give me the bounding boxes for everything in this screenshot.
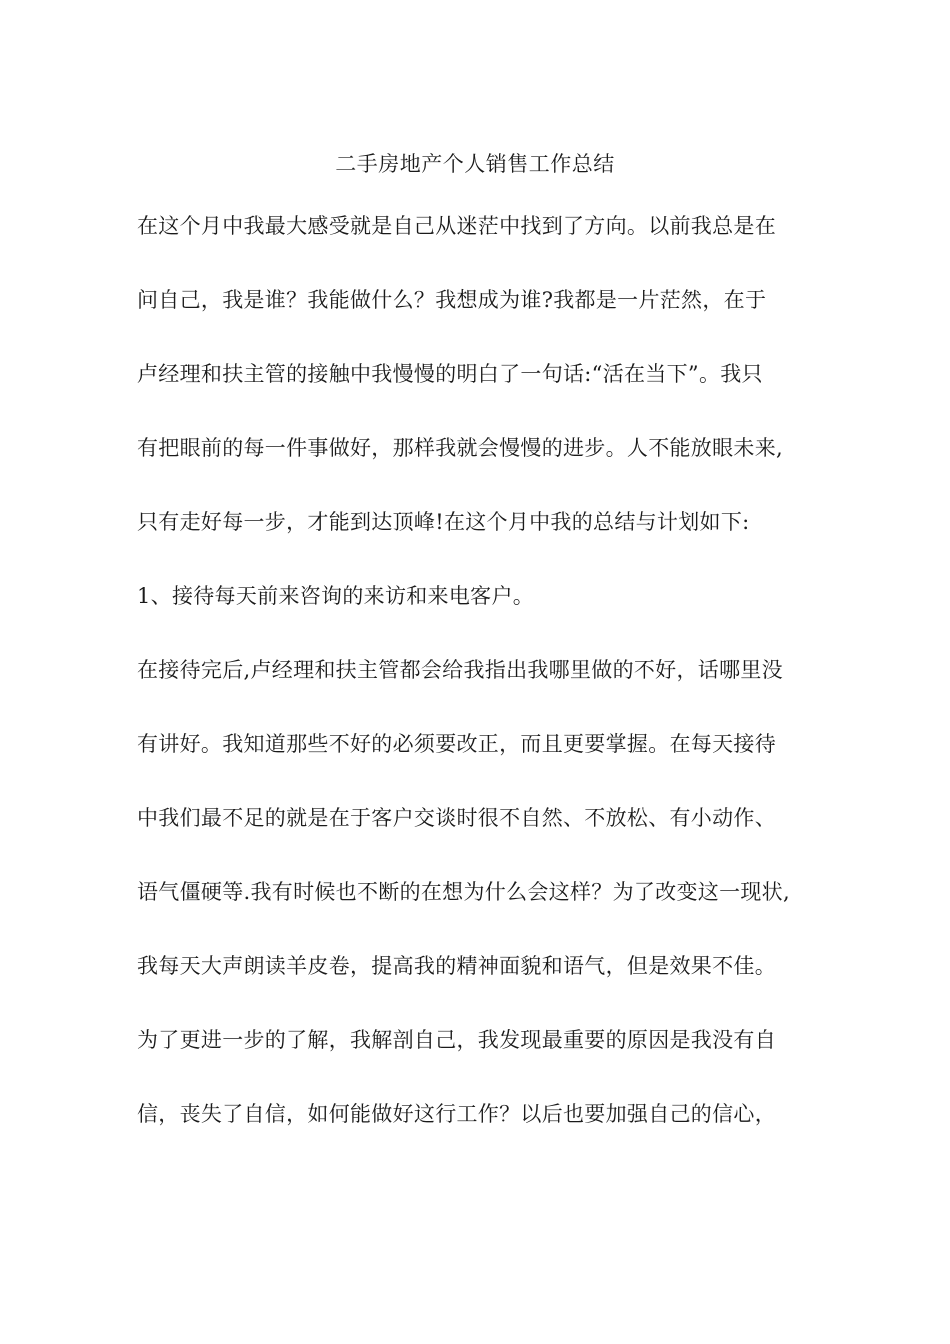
paragraph-line: 有把眼前的每一件事做好，那样我就会慢慢的进步。人不能放眼未来, bbox=[137, 436, 783, 460]
paragraph-line: 中我们最不足的就是在于客户交谈时很不自然、不放松、有小动作、 bbox=[137, 806, 776, 830]
paragraph-line: 为了更进一步的了解，我解剖自己，我发现最重要的原因是我没有自 bbox=[137, 1028, 776, 1052]
paragraph-line: 语气僵硬等.我有时候也不断的在想为什么会这样？为了改变这一现状, bbox=[137, 880, 790, 904]
paragraph-line: 卢经理和扶主管的接触中我慢慢的明白了一句话:“活在当下”。我只 bbox=[137, 362, 763, 386]
document-title: 二手房地产个人销售工作总结 bbox=[335, 152, 615, 176]
list-item-heading: 1、接待每天前来咨询的来访和来电客户。 bbox=[137, 584, 535, 608]
paragraph-line: 问自己，我是谁？我能做什么？我想成为谁?我都是一片茫然，在于 bbox=[137, 288, 767, 312]
paragraph-line: 在接待完后,卢经理和扶主管都会给我指出我哪里做的不好，话哪里没 bbox=[137, 658, 783, 682]
paragraph-line: 有讲好。我知道那些不好的必须要改正，而且更要掌握。在每天接待 bbox=[137, 732, 776, 756]
document-body bbox=[137, 209, 827, 1171]
paragraph-line: 信，丧失了自信，如何能做好这行工作？以后也要加强自己的信心， bbox=[137, 1102, 776, 1126]
paragraph-line: 在这个月中我最大感受就是自己从迷茫中找到了方向。以前我总是在 bbox=[137, 214, 776, 238]
paragraph-line: 我每天大声朗读羊皮卷，提高我的精神面貌和语气，但是效果不佳。 bbox=[137, 954, 776, 978]
paragraph-line: 只有走好每一步，才能到达顶峰!在这个月中我的总结与计划如下: bbox=[137, 510, 750, 534]
